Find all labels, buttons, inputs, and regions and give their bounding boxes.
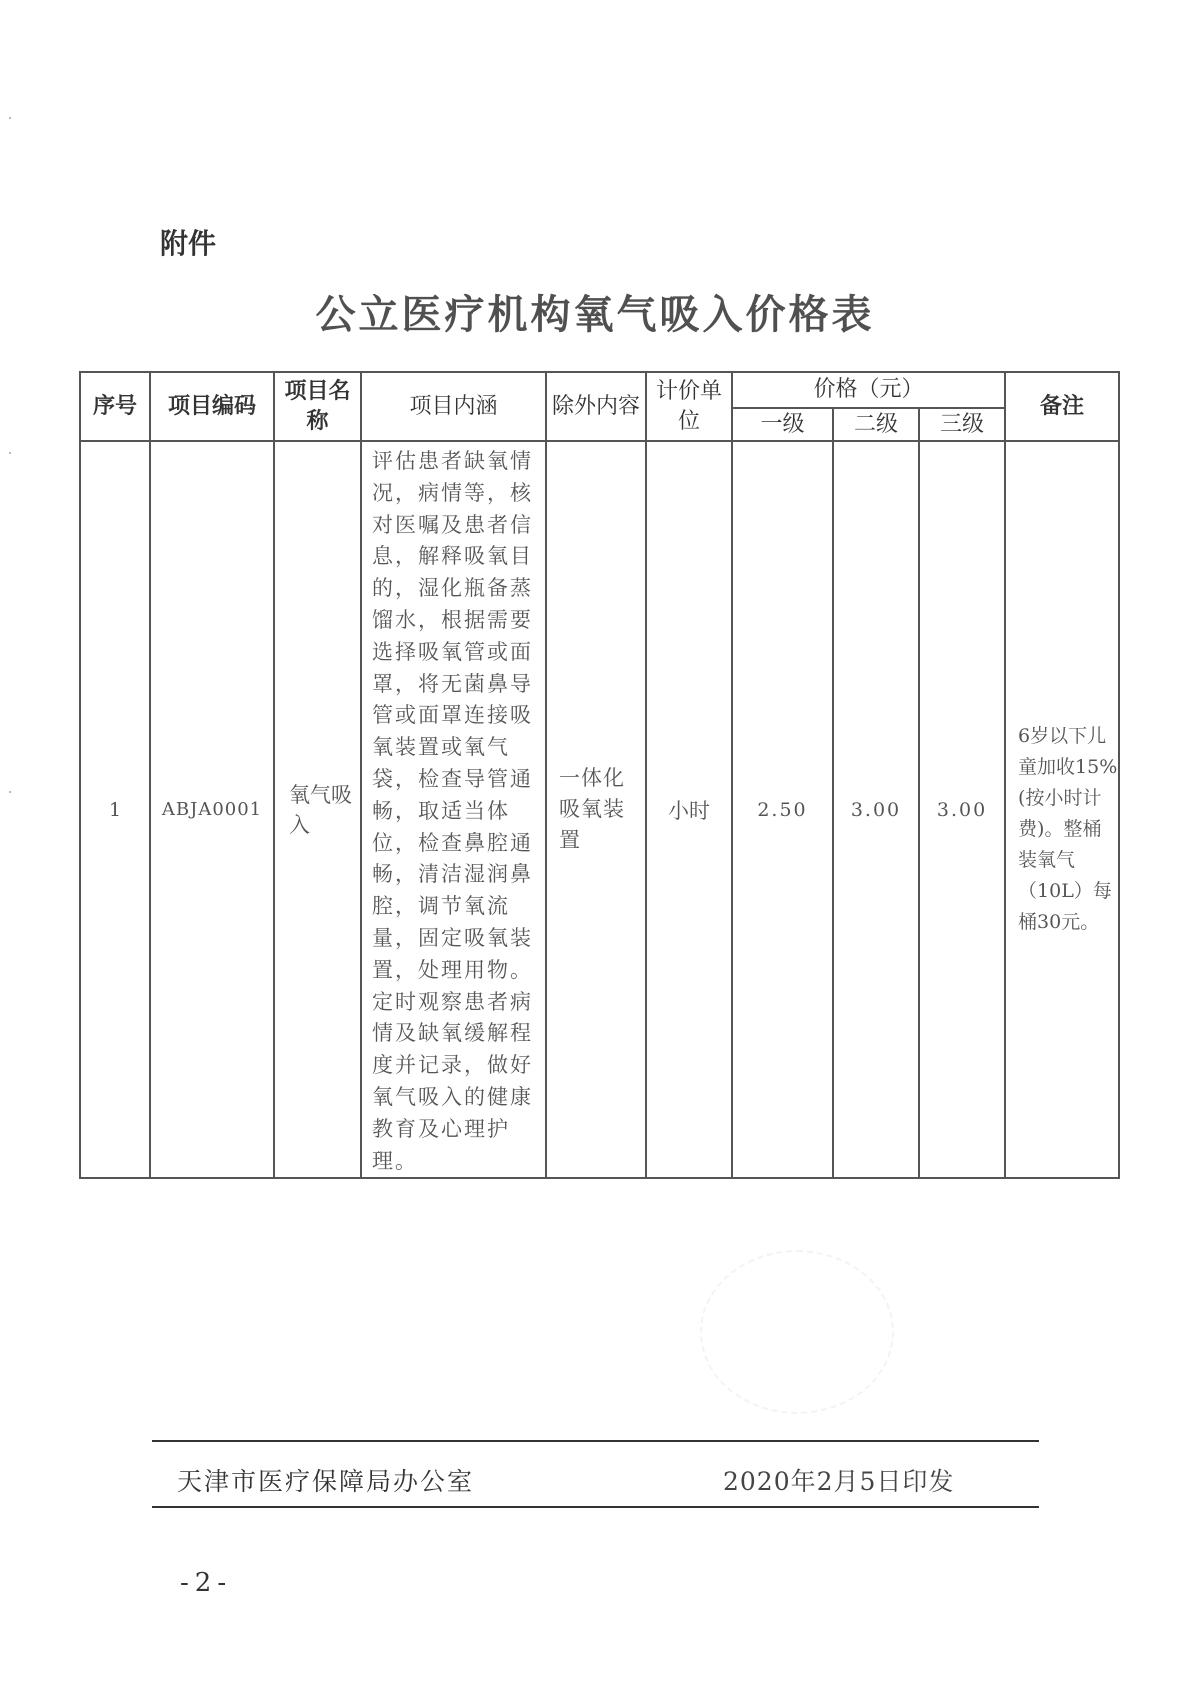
attachment-label: 附件 (160, 227, 217, 260)
header-name: 项目名称 (274, 372, 361, 441)
cell-content (361, 441, 546, 1178)
header-unit: 计价单位 (646, 372, 732, 441)
footer-date: 2020年2月5日印发 (723, 1467, 955, 1496)
scan-mark (9, 117, 11, 119)
cell-notes: 6岁以下儿童加收15%(按小时计费)。整桶装氧气（10L）每桶30元。 (1005, 441, 1119, 1178)
header-content: 项目内涵 (361, 372, 546, 441)
table-row (80, 441, 1119, 1178)
cell-level2: 3.00 (833, 441, 919, 1178)
scan-mark (9, 791, 11, 793)
header-seq: 序号 (80, 372, 150, 441)
cell-content-text: 评估患者缺氧情况，病情等，核对医嘱及患者信息，解释吸氧目的，湿化瓶备蒸馏水，根据需要选择吸氧管或面罩，将无菌鼻导管或面罩连接吸氧装置或氧气袋，检查导管通畅，取适当体位，检查鼻腔通畅，清洁湿润鼻腔，调节氧流量，固定吸氧装置，处理用物。定时观察患者病情及缺氧缓解程度并记录，做好氧气吸入的健康教育及心理护理。 (372, 449, 533, 1173)
cell-level3: 3.00 (919, 441, 1005, 1178)
header-notes: 备注 (1005, 372, 1119, 441)
footer-rule-bottom (152, 1506, 1039, 1508)
page-number: -2- (180, 1568, 233, 1598)
scan-mark (9, 452, 11, 454)
header-level1: 一级 (732, 408, 833, 441)
faded-seal (700, 1250, 894, 1414)
header-code: 项目编码 (150, 372, 274, 441)
cell-unit: 小时 (646, 441, 732, 1178)
cell-level1: 2.50 (732, 441, 833, 1178)
price-table (79, 371, 1120, 1179)
header-level2: 二级 (833, 408, 919, 441)
header-price-group: 价格（元） (732, 372, 1005, 408)
cell-seq: 1 (80, 441, 150, 1178)
cell-code: ABJA0001 (150, 441, 274, 1178)
footer-rule-top (152, 1440, 1039, 1442)
footer-issuer: 天津市医疗保障局办公室 (177, 1467, 475, 1496)
cell-exclusions: 一体化吸氧装置 (546, 441, 646, 1178)
cell-name: 氧气吸入 (274, 441, 361, 1178)
page-title: 公立医疗机构氧气吸入价格表 (315, 291, 875, 338)
header-level3: 三级 (919, 408, 1005, 441)
header-exclusions: 除外内容 (546, 372, 646, 441)
